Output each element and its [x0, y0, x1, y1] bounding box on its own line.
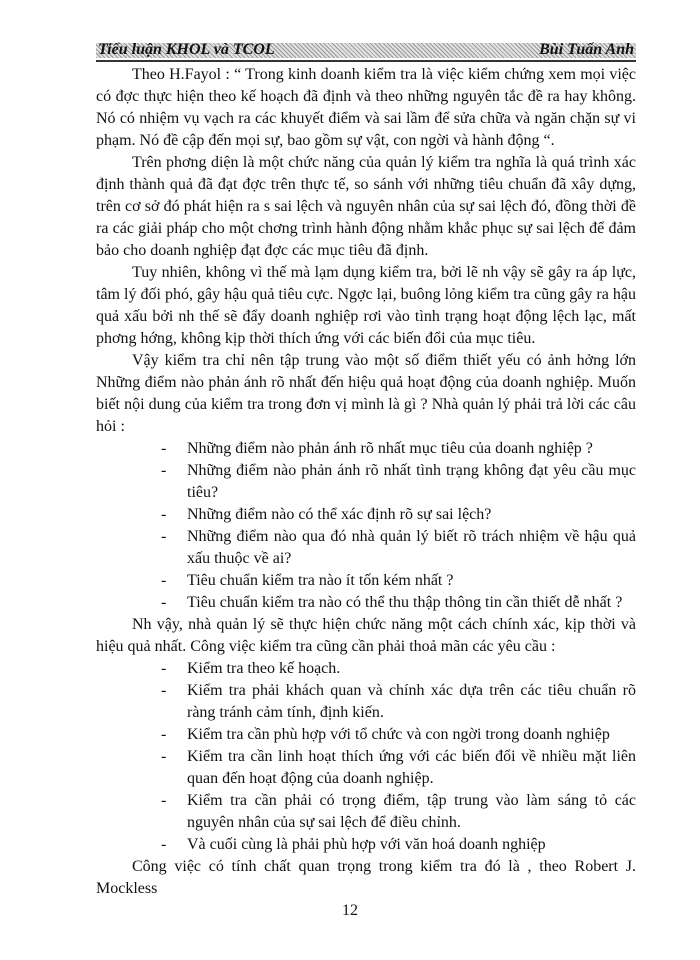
list-item-text: Những điểm nào phản ánh rõ nhất tình trạng không đạt yêu cầu mục tiêu? — [187, 462, 636, 501]
paragraph-manager-conclusion: Nh vậy, nhà quản lý sẽ thực hiện chức năng một cách chính xác, kịp thời và hiệu quả nhất. Công việc kiểm tra cũng cần phải thoả mãn các yêu cầu : — [96, 616, 636, 655]
bullet-dash: - — [161, 462, 167, 479]
list-item — [96, 526, 636, 570]
question-list — [96, 438, 636, 614]
bullet-dash: - — [161, 528, 167, 545]
list-item — [96, 592, 636, 614]
bullet-dash: - — [161, 572, 167, 589]
list-item-text: Những điểm nào có thể xác định rõ sự sai lệch? — [187, 506, 492, 523]
page-header — [96, 40, 636, 62]
paragraph-closing: Công việc có tính chất quan trọng trong kiểm tra đó là , theo Robert J. Mockless — [96, 858, 636, 897]
paragraph-overuse-warning: Tuy nhiên, không vì thế mà lạm dụng kiểm tra, bởi lẽ nh vậy sẽ gây ra áp lực, tâm lý đối phó, gây hậu quả tiêu cực. Ngợc lại, buông lỏng kiểm tra cũng gây ra hậu quả xấu bởi nh thế sẽ đẩy doanh nghiệp rơi vào tình trạng hoạt động lệch lạc, mất phơng hớng, không kịp thời thích ứng với các biến đổi của mục tiêu. — [96, 264, 636, 347]
list-item-text: Tiêu chuẩn kiểm tra nào có thể thu thập thông tin cần thiết dễ nhất ? — [187, 594, 623, 611]
header-author: Bùi Tuấn Anh — [539, 41, 634, 58]
list-item-text: Và cuối cùng là phải phù hợp với văn hoá doanh nghiệp — [187, 836, 546, 853]
list-item — [96, 460, 636, 504]
list-item — [96, 570, 636, 592]
list-item-text: Tiêu chuẩn kiểm tra nào ít tốn kém nhất ? — [187, 572, 454, 589]
list-item — [96, 746, 636, 790]
list-item-text: Kiểm tra cần phải có trọng điểm, tập trung vào làm sáng tỏ các nguyên nhân của sự sai lệch để điều chỉnh. — [187, 792, 636, 831]
requirement-list — [96, 658, 636, 856]
bullet-dash: - — [161, 682, 167, 699]
list-item — [96, 658, 636, 680]
bullet-dash: - — [161, 660, 167, 677]
list-item-text: Kiểm tra cần linh hoạt thích ứng với các biến đổi về nhiều mặt liên quan đến hoạt động của doanh nghiệp. — [187, 748, 636, 787]
bullet-dash: - — [161, 792, 167, 809]
bullet-dash: - — [161, 440, 167, 457]
bullet-dash: - — [161, 594, 167, 611]
paragraph-key-points: Vậy kiểm tra chỉ nên tập trung vào một số điểm thiết yếu có ảnh hởng lớn Những điểm nào phản ánh rõ nhất đến hiệu quả hoạt động của doanh nghiệp. Muốn biết nội dung của kiểm tra trong đơn vị mình là gì ? Nhà quản lý phải trả lời các câu hỏi : — [96, 352, 636, 435]
list-item — [96, 724, 636, 746]
bullet-dash: - — [161, 726, 167, 743]
bullet-dash: - — [161, 506, 167, 523]
list-item — [96, 790, 636, 834]
paragraph-fayol-definition: Theo H.Fayol : “ Trong kinh doanh kiểm tra là việc kiểm chứng xem mọi việc có đợc thực hiện theo kế hoạch đã định và theo những nguyên tắc đề ra hay không. Nó có nhiệm vụ vạch ra các khuyết điểm và sai lầm để sửa chữa và ngăn chặn sự vi phạm. Nó đề cập đến mọi sự, bao gồm sự vật, con ngời và hành động “. — [96, 66, 636, 149]
bullet-dash: - — [161, 836, 167, 853]
page-number: 12 — [342, 902, 358, 919]
list-item — [96, 438, 636, 460]
list-item-text: Những điểm nào qua đó nhà quản lý biết rõ trách nhiệm về hậu quả xấu thuộc về ai? — [187, 528, 636, 567]
list-item-text: Kiểm tra phải khách quan và chính xác dựa trên các tiêu chuẩn rõ ràng tránh cảm tính, định kiến. — [187, 682, 636, 721]
list-item-text: Kiểm tra theo kế hoạch. — [187, 660, 341, 677]
list-item-text: Những điểm nào phản ánh rõ nhất mục tiêu của doanh nghiệp ? — [187, 440, 593, 457]
list-item — [96, 834, 636, 856]
bullet-dash: - — [161, 748, 167, 765]
header-title: Tiểu luận KHOL và TCOL — [98, 41, 275, 58]
list-item-text: Kiểm tra cần phù hợp với tổ chức và con ngời trong doanh nghiệp — [187, 726, 610, 743]
list-item — [96, 504, 636, 526]
page-body — [96, 64, 636, 900]
paragraph-management-function: Trên phơng diện là một chức năng của quản lý kiểm tra nghĩa là quá trình xác định thành quả đã đạt đợc trên thực tế, so sánh với những tiêu chuẩn đã xây dựng, trên cơ sở đó phát hiện ra s sai lệch và nguyên nhân của sự sai lệch đó, đồng thời đề ra các giải pháp cho một chơng trình hành động nhằm khắc phục sự sai lệch để đảm bảo cho doanh nghiệp đạt đợc các mục tiêu đã định. — [96, 154, 636, 259]
list-item — [96, 680, 636, 724]
